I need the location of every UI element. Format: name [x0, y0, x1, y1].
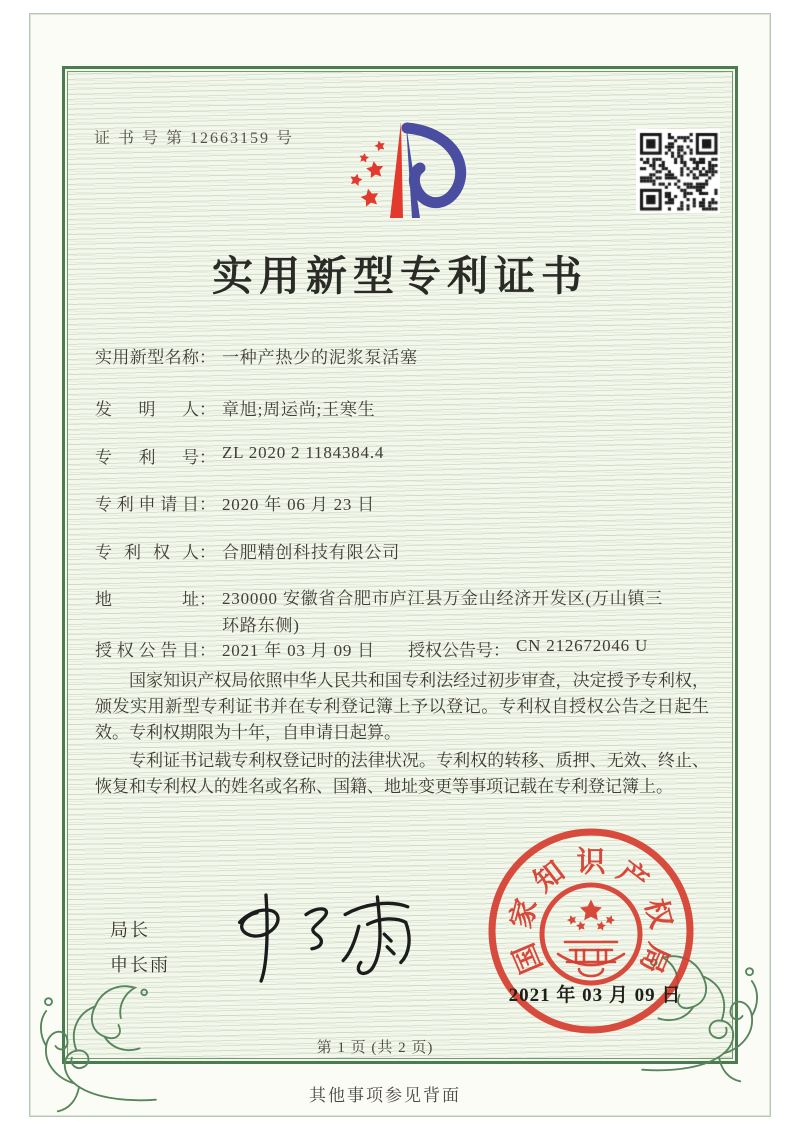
field-colon: ： — [493, 641, 510, 660]
seal-ring-char: 局 — [633, 938, 675, 978]
field-row-patent-number — [95, 443, 384, 468]
field-label: 授权公告日 — [95, 641, 199, 660]
field-value: 章旭;周运尚;王寒生 — [222, 400, 376, 419]
field-label: 专利权人 — [95, 543, 199, 562]
seal-ring-char: 识 — [576, 846, 606, 879]
field-row-address — [95, 585, 674, 639]
field-label: 实用新型名称 — [95, 348, 199, 367]
field-value: CN 212672046 U — [516, 636, 649, 655]
field-label: 地址 — [95, 590, 199, 609]
field-value: 2020 年 06 月 23 日 — [222, 495, 376, 514]
commissioner-signature-icon — [222, 884, 437, 994]
seal-ring-char: 国 — [507, 938, 549, 978]
field-colon: ： — [199, 448, 216, 467]
field-row-grant — [95, 636, 648, 661]
field-label: 授权公告号 — [408, 641, 493, 660]
certificate-number: 证 书 号 第 12663159 号 — [94, 130, 295, 147]
seal-date: 2021 年 03 月 09 日 — [508, 985, 682, 1006]
certificate-title: 实用新型专利证书 — [212, 253, 588, 299]
field-colon: ： — [199, 348, 216, 367]
page-number: 第 1 页 (共 2 页) — [316, 1040, 434, 1056]
field-value: 一种产热少的泥浆泵活塞 — [222, 348, 418, 367]
field-row-name — [95, 343, 418, 368]
field-label: 专利号 — [95, 448, 199, 467]
seal-ring-char: 产 — [611, 855, 655, 899]
legal-text — [95, 668, 709, 802]
field-row-filing-date — [95, 490, 375, 515]
seal-ring-char: 家 — [505, 895, 544, 932]
field-colon: ： — [199, 641, 216, 660]
commissioner-name: 申长雨 — [110, 955, 170, 975]
field-value: 2021 年 03 月 09 日 — [222, 641, 376, 660]
field-value: 合肥精创科技有限公司 — [222, 543, 400, 562]
field-label: 专利申请日 — [95, 495, 199, 514]
field-colon: ： — [199, 400, 216, 419]
commissioner-title: 局长 — [110, 920, 150, 940]
legal-paragraph-2: 专利证书记载专利权登记时的法律状况。专利权的转移、质押、无效、终止、恢复和专利权人的姓名或名称、国籍、地址变更等事项记载在专利登记簿上。 — [95, 751, 709, 796]
field-colon: ： — [199, 495, 216, 514]
qr-code — [636, 129, 720, 213]
field-label: 发明人 — [95, 400, 199, 419]
field-row-inventors — [95, 395, 375, 420]
field-colon: ： — [199, 543, 216, 562]
field-value: ZL 2020 2 1184384.4 — [222, 443, 385, 462]
field-row-patentee — [95, 538, 400, 563]
field-colon: ： — [199, 590, 216, 609]
legal-paragraph-1: 国家知识产权局依照中华人民共和国专利法经过初步审查，决定授予专利权，颁发实用新型专利证书并在专利登记簿上予以登记。专利权自授权公告之日起生效。专利权期限为十年，自申请日起算。 — [95, 671, 709, 742]
seal-ring-char: 权 — [638, 895, 677, 932]
seal-ring-char: 知 — [527, 855, 571, 899]
field-value: 230000 安徽省合肥市庐江县万金山经济开发区(万山镇三环路东侧) — [222, 589, 664, 635]
cnipa-logo-icon — [328, 114, 478, 234]
back-side-note: 其他事项参见背面 — [309, 1086, 461, 1105]
seal-emblem-icon — [542, 885, 640, 983]
